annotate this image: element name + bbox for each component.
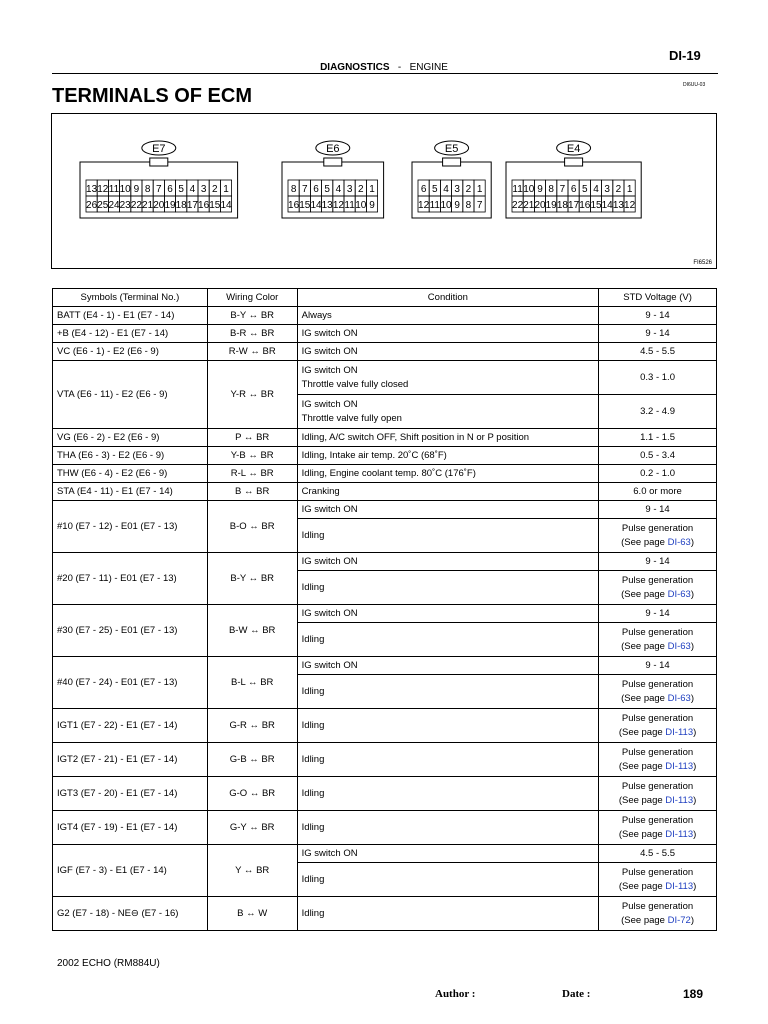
pin-number: 15 <box>590 200 602 211</box>
condition-line: Idling <box>301 633 325 645</box>
pin-number: 16 <box>579 200 591 211</box>
table-row <box>53 429 717 447</box>
pin-number: 13 <box>321 200 333 211</box>
pin-number: 7 <box>559 184 566 195</box>
see-page-note <box>603 536 712 550</box>
see-page-note <box>603 828 712 842</box>
condition-cell <box>297 519 598 553</box>
pin-number: 6 <box>313 184 319 195</box>
pin-number: 10 <box>440 200 452 211</box>
voltage-line: Pulse generation <box>621 522 694 534</box>
wiring-color-cell: P ↔ BR <box>207 429 297 447</box>
pin-number: 14 <box>601 200 613 211</box>
page-reference-link[interactable]: DI-63 <box>667 536 691 548</box>
voltage-line: 9 - 14 <box>645 503 670 515</box>
see-page-close: ) <box>693 828 697 840</box>
condition-cell <box>297 777 598 811</box>
condition-line: IG switch ON <box>301 555 358 567</box>
wiring-color-cell: Y-R ↔ BR <box>207 361 297 429</box>
condition-line: IG switch ON <box>301 327 358 339</box>
connector-latch <box>324 158 342 166</box>
see-page-label: (See page <box>621 640 668 652</box>
table-row <box>53 897 717 931</box>
symbol-cell: IGT3 (E7 - 20) - E1 (E7 - 14) <box>53 777 208 811</box>
voltage-cell <box>599 483 717 501</box>
pin-number: 2 <box>212 184 218 195</box>
see-page-label: (See page <box>621 914 668 926</box>
pin-number: 12 <box>332 200 344 211</box>
voltage-cell <box>599 501 717 519</box>
condition-line: Idling <box>301 907 325 919</box>
condition-line: Idling <box>301 685 325 697</box>
condition-cell <box>297 623 598 657</box>
table-header-row <box>53 289 717 307</box>
table-row <box>53 743 717 777</box>
condition-cell <box>297 571 598 605</box>
pin-number: 12 <box>97 184 109 195</box>
symbol-cell: IGT4 (E7 - 19) - E1 (E7 - 14) <box>53 811 208 845</box>
connector-label: E6 <box>326 143 340 155</box>
condition-cell <box>297 863 598 897</box>
see-page-label: (See page <box>618 828 666 840</box>
table-row <box>53 709 717 743</box>
page-reference-link[interactable]: DI-72 <box>667 914 691 926</box>
voltage-cell <box>599 307 717 325</box>
page-reference-link[interactable]: DI-63 <box>667 588 691 600</box>
voltage-line: 6.0 or more <box>633 485 682 497</box>
pin-number: 2 <box>465 184 472 195</box>
pin-number: 4 <box>335 184 342 195</box>
author-label: Author : <box>435 988 476 1000</box>
voltage-line: 0.5 - 3.4 <box>640 449 675 461</box>
condition-cell <box>297 361 598 395</box>
pin-number: 1 <box>626 184 633 195</box>
condition-cell <box>297 325 598 343</box>
voltage-cell <box>599 343 717 361</box>
pin-number: 6 <box>570 184 577 195</box>
connector-label: E4 <box>566 143 581 155</box>
wiring-color-cell: Y-B ↔ BR <box>207 447 297 465</box>
connector-label: E5 <box>444 143 459 155</box>
voltage-line: Pulse generation <box>621 866 694 878</box>
symbol-cell: #20 (E7 - 11) - E01 (E7 - 13) <box>53 553 208 605</box>
connector-label: E7 <box>152 143 166 155</box>
voltage-line: Pulse generation <box>621 678 694 690</box>
page-number: 189 <box>683 987 704 1001</box>
pin-number: 10 <box>119 184 131 195</box>
pin-number: 17 <box>186 200 198 211</box>
symbol-cell: THA (E6 - 3) - E2 (E6 - 9) <box>53 447 208 465</box>
pin-number: 10 <box>355 200 367 211</box>
see-page-close: ) <box>693 760 697 772</box>
pin-number: 4 <box>189 184 196 195</box>
pin-number: 4 <box>443 184 449 195</box>
see-page-label: (See page <box>618 880 666 892</box>
pin-number: 8 <box>290 184 297 195</box>
pin-number: 9 <box>369 200 375 211</box>
voltage-cell <box>599 447 717 465</box>
see-page-close: ) <box>693 726 697 738</box>
pin-number: 8 <box>465 200 472 211</box>
table-row <box>53 657 717 675</box>
pin-number: 7 <box>156 184 162 195</box>
wiring-color-cell: B-L ↔ BR <box>207 657 297 709</box>
table-row <box>53 501 717 519</box>
symbol-cell: VC (E6 - 1) - E2 (E6 - 9) <box>53 343 208 361</box>
table-row <box>53 605 717 623</box>
figure-id: FI6526 <box>693 260 712 266</box>
table-row <box>53 811 717 845</box>
voltage-cell <box>599 675 717 709</box>
voltage-line: Pulse generation <box>621 746 694 758</box>
see-page-close: ) <box>690 692 694 704</box>
condition-cell <box>297 501 598 519</box>
pin-number: 1 <box>369 184 375 195</box>
header-std-voltage: STD Voltage (V) <box>599 289 717 307</box>
pin-number: 17 <box>568 200 580 211</box>
pin-number: 1 <box>476 184 483 195</box>
pin-number: 11 <box>512 184 523 195</box>
condition-line: Idling <box>301 787 325 799</box>
symbol-cell: THW (E6 - 4) - E2 (E6 - 9) <box>53 465 208 483</box>
voltage-cell <box>599 519 717 553</box>
pin-number: 18 <box>175 200 187 211</box>
header-wiring-color: Wiring Color <box>207 289 297 307</box>
see-page-label: (See page <box>618 760 666 772</box>
voltage-line: 0.2 - 1.0 <box>640 467 675 479</box>
pin-number: 3 <box>454 184 460 195</box>
see-page-close: ) <box>690 640 694 652</box>
voltage-cell <box>599 811 717 845</box>
table-row <box>53 361 717 395</box>
symbol-cell: #30 (E7 - 25) - E01 (E7 - 13) <box>53 605 208 657</box>
connector-latch <box>565 158 583 166</box>
condition-cell <box>297 395 598 429</box>
pin-number: 23 <box>119 200 131 211</box>
condition-cell <box>297 465 598 483</box>
pin-number: 3 <box>200 184 207 195</box>
voltage-cell <box>599 845 717 863</box>
symbol-cell: #10 (E7 - 12) - E01 (E7 - 13) <box>53 501 208 553</box>
pin-number: 10 <box>523 184 535 195</box>
table-row <box>53 307 717 325</box>
voltage-cell <box>599 657 717 675</box>
symbol-cell: IGT2 (E7 - 21) - E1 (E7 - 14) <box>53 743 208 777</box>
pin-number: 19 <box>164 200 176 211</box>
see-page-label: (See page <box>618 794 666 806</box>
condition-line: Cranking <box>301 485 340 497</box>
condition-line: Idling <box>301 821 325 833</box>
voltage-line: 9 - 14 <box>645 607 670 619</box>
date-label: Date : <box>562 988 591 1000</box>
table-row <box>53 777 717 811</box>
voltage-line: 3.2 - 4.9 <box>640 405 675 417</box>
condition-cell <box>297 343 598 361</box>
pin-number: 9 <box>133 184 140 195</box>
pin-number: 3 <box>346 184 353 195</box>
connector-latch <box>150 158 168 166</box>
condition-line: Throttle valve fully closed <box>301 378 409 390</box>
pin-number: 8 <box>144 184 151 195</box>
see-page-note <box>603 692 712 706</box>
pin-number: 22 <box>512 200 524 211</box>
condition-line: Throttle valve fully open <box>301 412 402 424</box>
voltage-line: 9 - 14 <box>645 327 670 339</box>
page-reference-link[interactable]: DI-63 <box>667 692 691 704</box>
symbol-cell: STA (E4 - 11) - E1 (E7 - 14) <box>53 483 208 501</box>
see-page-note <box>603 880 712 894</box>
see-page-label: (See page <box>621 692 668 704</box>
condition-cell <box>297 483 598 501</box>
wiring-color-cell: Y ↔ BR <box>207 845 297 897</box>
terminals-table <box>52 288 717 931</box>
condition-cell <box>297 845 598 863</box>
condition-line: IG switch ON <box>301 503 358 515</box>
voltage-cell <box>599 777 717 811</box>
pin-number: 20 <box>534 200 546 211</box>
wiring-color-cell: B-W ↔ BR <box>207 605 297 657</box>
pin-number: 22 <box>130 200 142 211</box>
voltage-line: Pulse generation <box>621 626 694 638</box>
connector-latch <box>443 158 461 166</box>
see-page-close: ) <box>690 588 694 600</box>
table-row <box>53 325 717 343</box>
voltage-line: 9 - 14 <box>645 555 670 567</box>
voltage-cell <box>599 429 717 447</box>
condition-line: Idling, Intake air temp. 20˚C (68˚F) <box>301 449 447 461</box>
pin-number: 16 <box>288 200 300 211</box>
condition-cell <box>297 897 598 931</box>
pin-number: 5 <box>178 184 184 195</box>
see-page-note <box>603 588 712 602</box>
condition-line: IG switch ON <box>301 398 358 410</box>
pin-number: 21 <box>142 200 154 211</box>
voltage-cell <box>599 863 717 897</box>
pin-number: 13 <box>612 200 624 211</box>
model-footer: 2002 ECHO (RM884U) <box>57 958 160 969</box>
see-page-label: (See page <box>621 588 668 600</box>
voltage-cell <box>599 361 717 395</box>
condition-line: Idling, Engine coolant temp. 80˚C (176˚F) <box>301 467 476 479</box>
voltage-line: 9 - 14 <box>645 659 670 671</box>
wiring-color-cell: B-R ↔ BR <box>207 325 297 343</box>
pin-number: 4 <box>593 184 599 195</box>
symbol-cell: +B (E4 - 12) - E1 (E7 - 14) <box>53 325 208 343</box>
header-symbols: Symbols (Terminal No.) <box>53 289 208 307</box>
see-page-close: ) <box>693 880 697 892</box>
pin-number: 7 <box>302 184 308 195</box>
pin-number: 11 <box>344 200 355 211</box>
voltage-line: Pulse generation <box>621 780 694 792</box>
voltage-cell <box>599 465 717 483</box>
symbol-cell: VG (E6 - 2) - E2 (E6 - 9) <box>53 429 208 447</box>
voltage-line: 4.5 - 5.5 <box>640 345 675 357</box>
pin-number: 19 <box>545 200 557 211</box>
section-sep: - <box>397 62 402 73</box>
page-reference-link[interactable]: DI-113 <box>665 828 694 840</box>
see-page-close: ) <box>690 536 694 548</box>
pin-number: 26 <box>86 200 98 211</box>
symbol-cell: #40 (E7 - 24) - E01 (E7 - 13) <box>53 657 208 709</box>
condition-cell <box>297 657 598 675</box>
header-rule <box>52 73 718 74</box>
connector-diagram <box>52 114 716 268</box>
wiring-color-cell: G-B ↔ BR <box>207 743 297 777</box>
section-heading <box>0 62 768 73</box>
section-bold: DIAGNOSTICS <box>320 62 390 73</box>
see-page-note <box>603 794 712 808</box>
pin-number: 18 <box>556 200 568 211</box>
pin-number: 15 <box>299 200 311 211</box>
table-row <box>53 483 717 501</box>
pin-number: 12 <box>418 200 430 211</box>
condition-cell <box>297 675 598 709</box>
condition-cell <box>297 811 598 845</box>
pin-number: 9 <box>454 200 460 211</box>
symbol-cell: IGF (E7 - 3) - E1 (E7 - 14) <box>53 845 208 897</box>
condition-line: IG switch ON <box>301 364 358 376</box>
page-title: TERMINALS OF ECM <box>52 85 252 107</box>
pin-number: 12 <box>624 200 636 211</box>
condition-line: Idling <box>301 719 325 731</box>
pin-number: 5 <box>582 184 588 195</box>
wiring-color-cell: R-W ↔ BR <box>207 343 297 361</box>
pin-number: 1 <box>223 184 229 195</box>
pin-number: 21 <box>523 200 535 211</box>
pin-number: 11 <box>108 184 120 195</box>
voltage-line: Pulse generation <box>621 712 694 724</box>
pin-number: 7 <box>476 200 483 211</box>
see-page-close: ) <box>693 794 697 806</box>
voltage-cell <box>599 325 717 343</box>
see-page-note <box>603 640 712 654</box>
condition-line: Idling <box>301 873 325 885</box>
pin-number: 24 <box>108 200 120 211</box>
pin-number: 15 <box>209 200 221 211</box>
voltage-cell <box>599 897 717 931</box>
see-page-close: ) <box>690 914 694 926</box>
page-reference-link[interactable]: DI-113 <box>665 880 694 892</box>
symbol-cell: VTA (E6 - 11) - E2 (E6 - 9) <box>53 361 208 429</box>
wiring-color-cell: B-Y ↔ BR <box>207 307 297 325</box>
voltage-line: 0.3 - 1.0 <box>640 371 675 383</box>
voltage-cell <box>599 605 717 623</box>
condition-line: IG switch ON <box>301 659 358 671</box>
voltage-line: Pulse generation <box>621 900 694 912</box>
condition-cell <box>297 709 598 743</box>
pin-number: 6 <box>167 184 173 195</box>
pin-number: 16 <box>198 200 210 211</box>
condition-cell <box>297 605 598 623</box>
symbol-cell: G2 (E7 - 18) - NE⊖ (E7 - 16) <box>53 897 208 931</box>
voltage-line: 1.1 - 1.5 <box>640 431 675 443</box>
voltage-cell <box>599 395 717 429</box>
table-row <box>53 343 717 361</box>
pin-number: 8 <box>548 184 554 195</box>
wiring-color-cell: G-O ↔ BR <box>207 777 297 811</box>
pin-number: 6 <box>420 184 427 195</box>
wiring-color-cell: B-O ↔ BR <box>207 501 297 553</box>
condition-line: Idling <box>301 753 325 765</box>
condition-line: IG switch ON <box>301 345 358 357</box>
wiring-color-cell: R-L ↔ BR <box>207 465 297 483</box>
page-reference-link[interactable]: DI-113 <box>665 760 694 772</box>
page-reference-link[interactable]: DI-113 <box>665 794 694 806</box>
condition-cell <box>297 307 598 325</box>
pin-number: 3 <box>604 184 610 195</box>
pin-number: 25 <box>97 200 109 211</box>
wiring-color-cell: G-Y ↔ BR <box>207 811 297 845</box>
pin-number: 14 <box>310 200 322 211</box>
voltage-line: 9 - 14 <box>645 309 670 321</box>
condition-line: IG switch ON <box>301 847 358 859</box>
doc-code: DI6UU-03 <box>683 82 706 88</box>
see-page-label: (See page <box>621 536 668 548</box>
section-rest: ENGINE <box>409 62 448 73</box>
condition-line: IG switch ON <box>301 607 358 619</box>
pin-number: 11 <box>429 200 440 211</box>
page-reference-link[interactable]: DI-113 <box>665 726 694 738</box>
voltage-line: Pulse generation <box>621 814 694 826</box>
voltage-cell <box>599 743 717 777</box>
pin-number: 5 <box>432 184 438 195</box>
see-page-note <box>603 914 712 928</box>
wiring-color-cell: G-R ↔ BR <box>207 709 297 743</box>
page-reference-link[interactable]: DI-63 <box>667 640 691 652</box>
voltage-line: Pulse generation <box>621 574 694 586</box>
pin-number: 9 <box>537 184 543 195</box>
wiring-color-cell: B ↔ W <box>207 897 297 931</box>
wiring-color-cell: B-Y ↔ BR <box>207 553 297 605</box>
pin-number: 5 <box>324 184 330 195</box>
pin-number: 20 <box>153 200 165 211</box>
condition-line: Idling <box>301 581 325 593</box>
voltage-cell <box>599 623 717 657</box>
condition-cell <box>297 429 598 447</box>
condition-line: Idling, A/C switch OFF, Shift position in N or P position <box>301 431 530 443</box>
voltage-cell <box>599 571 717 605</box>
condition-line: Always <box>301 309 332 321</box>
header-condition: Condition <box>297 289 598 307</box>
pin-number: 13 <box>86 184 98 195</box>
see-page-note <box>603 760 712 774</box>
condition-line: Idling <box>301 529 325 541</box>
table-row <box>53 465 717 483</box>
symbol-cell: BATT (E4 - 1) - E1 (E7 - 14) <box>53 307 208 325</box>
condition-cell <box>297 743 598 777</box>
voltage-cell <box>599 553 717 571</box>
pin-number: 2 <box>615 184 622 195</box>
symbol-cell: IGT1 (E7 - 22) - E1 (E7 - 14) <box>53 709 208 743</box>
table-row <box>53 845 717 863</box>
see-page-note <box>603 726 712 740</box>
wiring-color-cell: B ↔ BR <box>207 483 297 501</box>
condition-cell <box>297 447 598 465</box>
pin-number: 2 <box>358 184 364 195</box>
pin-number: 14 <box>220 200 232 211</box>
voltage-line: 4.5 - 5.5 <box>640 847 675 859</box>
page-id: DI-19 <box>669 48 701 63</box>
table-row <box>53 447 717 465</box>
voltage-cell <box>599 709 717 743</box>
ecm-connector-figure <box>51 113 717 269</box>
table-row <box>53 553 717 571</box>
condition-cell <box>297 553 598 571</box>
see-page-label: (See page <box>618 726 666 738</box>
